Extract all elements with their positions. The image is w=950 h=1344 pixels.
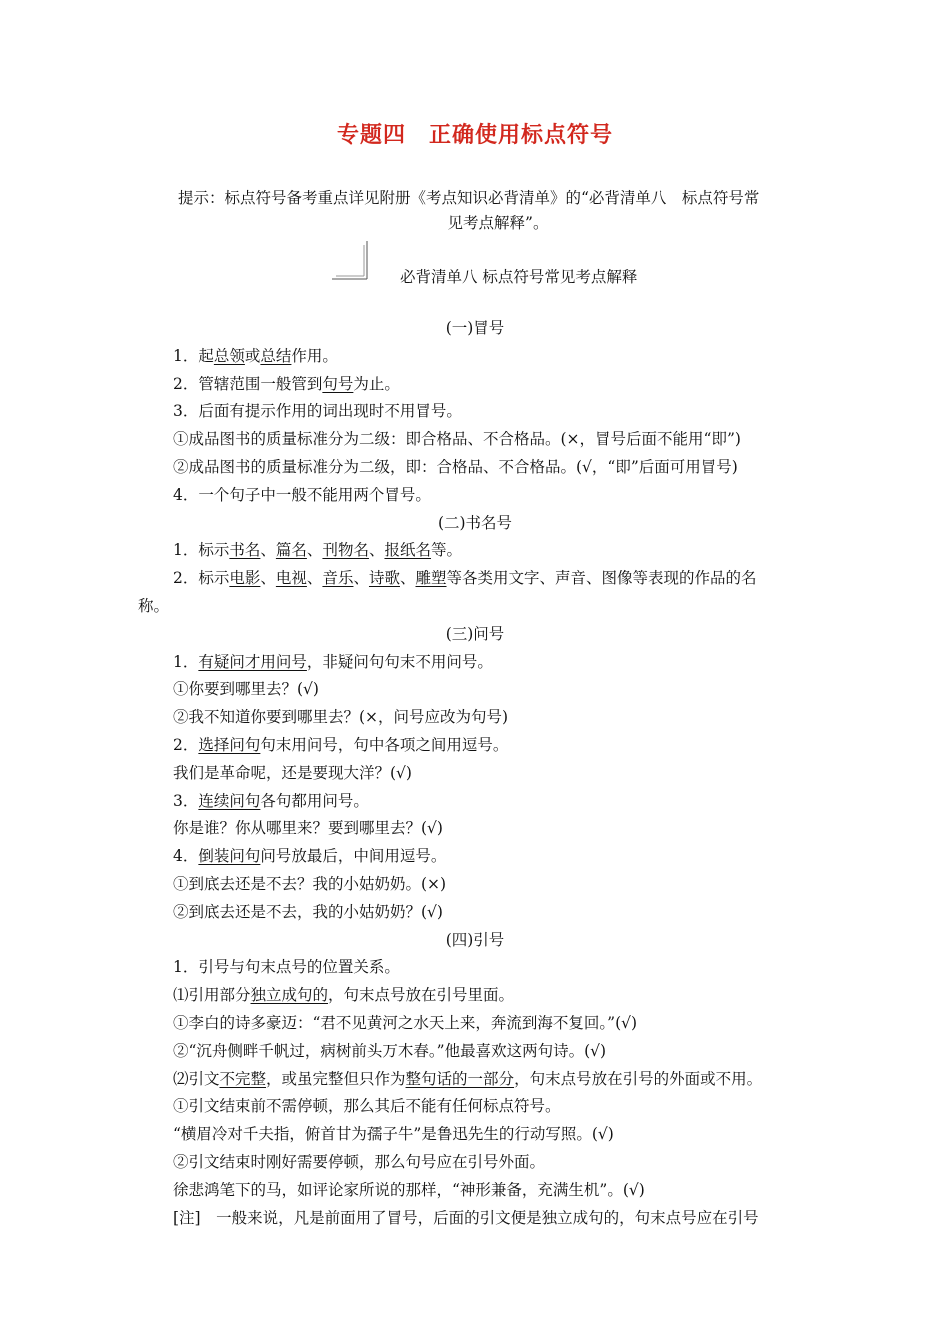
- section-heading: [0, 622, 950, 644]
- list-title: 必背清单八 标点符号常见考点解释: [400, 268, 638, 286]
- text-segment: 1．: [173, 652, 199, 671]
- text-line: [173, 344, 338, 366]
- underlined-term: 报纸名: [384, 541, 431, 560]
- hint-line-2: 见考点解释”。: [447, 214, 549, 232]
- text-segment: ①成品图书的质量标准分为二级：即合格品、不合格品。(×，冒号后面不能用“即”): [173, 430, 741, 449]
- text-line: [173, 538, 462, 560]
- text-segment: 句末用问号，句中各项之间用逗号。: [260, 736, 509, 754]
- text-line: [173, 1122, 614, 1144]
- text-segment: 1．起: [173, 346, 214, 365]
- text-segment: 为止。: [353, 374, 400, 393]
- text-line: [173, 955, 400, 977]
- text-segment: 3．: [173, 791, 199, 810]
- text-segment: 2．: [173, 736, 199, 754]
- text-segment: (一)冒号: [445, 319, 505, 337]
- text-line: [173, 816, 443, 838]
- text-line: [173, 427, 741, 449]
- text-line: [173, 733, 508, 755]
- underlined-term: 选择问句: [198, 736, 261, 754]
- text-segment: 各句都用问号。: [260, 791, 369, 810]
- text-line: [173, 789, 369, 811]
- text-segment: ①到底去还是不去？我的小姑奶奶。(×): [173, 875, 447, 893]
- text-segment: ，非疑问句句末不用问号。: [306, 652, 493, 671]
- underlined-term: 电影: [229, 569, 261, 588]
- text-segment: ②“沉舟侧畔千帆过，病树前头万木春。”他最喜欢这两句诗。(√): [173, 1041, 607, 1060]
- text-line: [173, 1150, 545, 1172]
- text-segment: (二)书名号: [437, 513, 513, 532]
- text-segment: 、: [306, 541, 323, 560]
- text-segment: “横眉冷对千夫指，俯首甘为孺子牛”是鲁迅先生的行动写照。(√): [173, 1125, 614, 1144]
- underlined-term: 篇名: [275, 541, 307, 560]
- underlined-term: 电视: [275, 569, 307, 588]
- text-line: [173, 900, 443, 922]
- text-segment: 2．管辖范围一般管到: [173, 374, 323, 393]
- hint-paragraph: [178, 186, 818, 236]
- section-heading: [0, 928, 950, 950]
- text-segment: ②到底去还是不去，我的小姑奶奶？(√): [173, 902, 443, 921]
- text-segment: 3．后面有提示作用的词出现时不用冒号。: [173, 402, 462, 421]
- hint-line-1: 提示：标点符号备考重点详见附册《考点知识必背清单》的“必背清单八 标点符号常: [178, 189, 760, 207]
- text-segment: 称。: [138, 597, 170, 615]
- text-line: [173, 650, 493, 672]
- text-segment: ，句末点号放在引号的外面或不用。: [514, 1069, 763, 1088]
- underlined-term: 音乐: [322, 569, 354, 588]
- text-segment: (三)问号: [445, 624, 505, 643]
- text-line: [173, 872, 446, 894]
- text-segment: ①引文结束前不需停顿，那么其后不能有任何标点符号。: [173, 1097, 561, 1116]
- text-segment: 4．一个句子中一般不能用两个冒号。: [173, 485, 431, 504]
- section-heading: [0, 511, 950, 533]
- text-line: [173, 1011, 637, 1033]
- text-segment: 、: [306, 569, 323, 588]
- text-line: [138, 594, 169, 616]
- text-segment: [注] 一般来说，凡是前面用了冒号，后面的引文便是独立成句的，句末点号应在引号: [173, 1208, 759, 1227]
- text-segment: 2．标示: [173, 569, 230, 588]
- text-segment: 你是谁？你从哪里来？要到哪里去？(√): [173, 819, 443, 838]
- underlined-term: 倒装问句: [198, 847, 261, 866]
- underlined-term: 书名: [229, 541, 261, 560]
- text-segment: 、: [260, 569, 276, 588]
- text-line: [173, 483, 431, 505]
- text-segment: ，句末点号放在引号里面。: [328, 986, 515, 1005]
- text-line: [173, 372, 400, 394]
- text-segment: 、: [353, 569, 369, 588]
- text-line: [173, 566, 757, 588]
- underlined-term: 连续问句: [198, 791, 261, 810]
- underlined-term: 总结: [260, 346, 292, 365]
- text-segment: ②我不知道你要到哪里去？(×，问号应改为句号): [173, 708, 509, 727]
- text-line: [173, 1067, 762, 1089]
- text-segment: 等各类用文字、声音、图像等表现的作品的名: [446, 569, 757, 588]
- text-line: [173, 983, 514, 1005]
- text-line: [173, 1094, 561, 1116]
- text-segment: 或: [244, 346, 261, 365]
- text-line: [173, 1178, 645, 1200]
- text-line: [173, 844, 446, 866]
- text-segment: 1．标示: [173, 541, 230, 560]
- text-line: [173, 1039, 606, 1061]
- text-line: [173, 677, 319, 699]
- text-line: [173, 761, 412, 783]
- underlined-term: 总领: [213, 346, 245, 365]
- text-line: [173, 705, 508, 727]
- text-segment: 、: [368, 541, 385, 560]
- text-segment: 、: [399, 569, 416, 588]
- section-heading: [0, 316, 950, 338]
- text-segment: ①你要到哪里去？(√): [173, 680, 319, 699]
- text-segment: (四)引号: [445, 930, 505, 949]
- underlined-term: 独立成句的: [250, 986, 329, 1005]
- text-segment: ⑴引用部分: [173, 986, 251, 1005]
- text-segment: ②引文结束时刚好需要停顿，那么句号应在引号外面。: [173, 1153, 546, 1171]
- underlined-term: 刊物名: [322, 541, 369, 560]
- text-segment: 徐悲鸿笔下的马，如评论家所说的那样，“神形兼备，充满生机”。(√): [173, 1180, 645, 1199]
- text-segment: ①李白的诗多豪迈：“君不见黄河之水天上来，奔流到海不复回。”(√): [173, 1014, 638, 1032]
- text-segment: 问号放最后，中间用逗号。: [260, 847, 447, 866]
- text-segment: ②成品图书的质量标准分为二级，即：合格品、不合格品。(√，“即”后面可用冒号): [173, 458, 738, 476]
- underlined-term: 整句话的一部分: [405, 1069, 515, 1088]
- underlined-term: 诗歌: [368, 569, 400, 588]
- text-segment: ⑵引文: [173, 1069, 220, 1088]
- corner-mark-icon: [332, 241, 370, 281]
- underlined-term: 雕塑: [415, 569, 447, 588]
- text-line: [173, 399, 462, 421]
- underlined-term: 不完整: [219, 1069, 267, 1088]
- text-line: [173, 1206, 759, 1228]
- text-segment: 我们是革命呢，还是要现大洋？(√): [173, 763, 412, 782]
- text-line: [173, 455, 738, 477]
- underlined-term: 句号: [322, 374, 354, 393]
- underlined-term: 有疑问才用问号: [198, 652, 307, 671]
- text-segment: ，或虽完整但只作为: [266, 1069, 406, 1088]
- text-segment: 等。: [430, 541, 462, 560]
- page-title: 专题四 正确使用标点符号: [336, 123, 613, 148]
- text-segment: 、: [260, 541, 276, 560]
- text-segment: 4．: [173, 847, 199, 866]
- text-segment: 1．引号与句末点号的位置关系。: [173, 958, 400, 977]
- text-segment: 作用。: [291, 346, 338, 365]
